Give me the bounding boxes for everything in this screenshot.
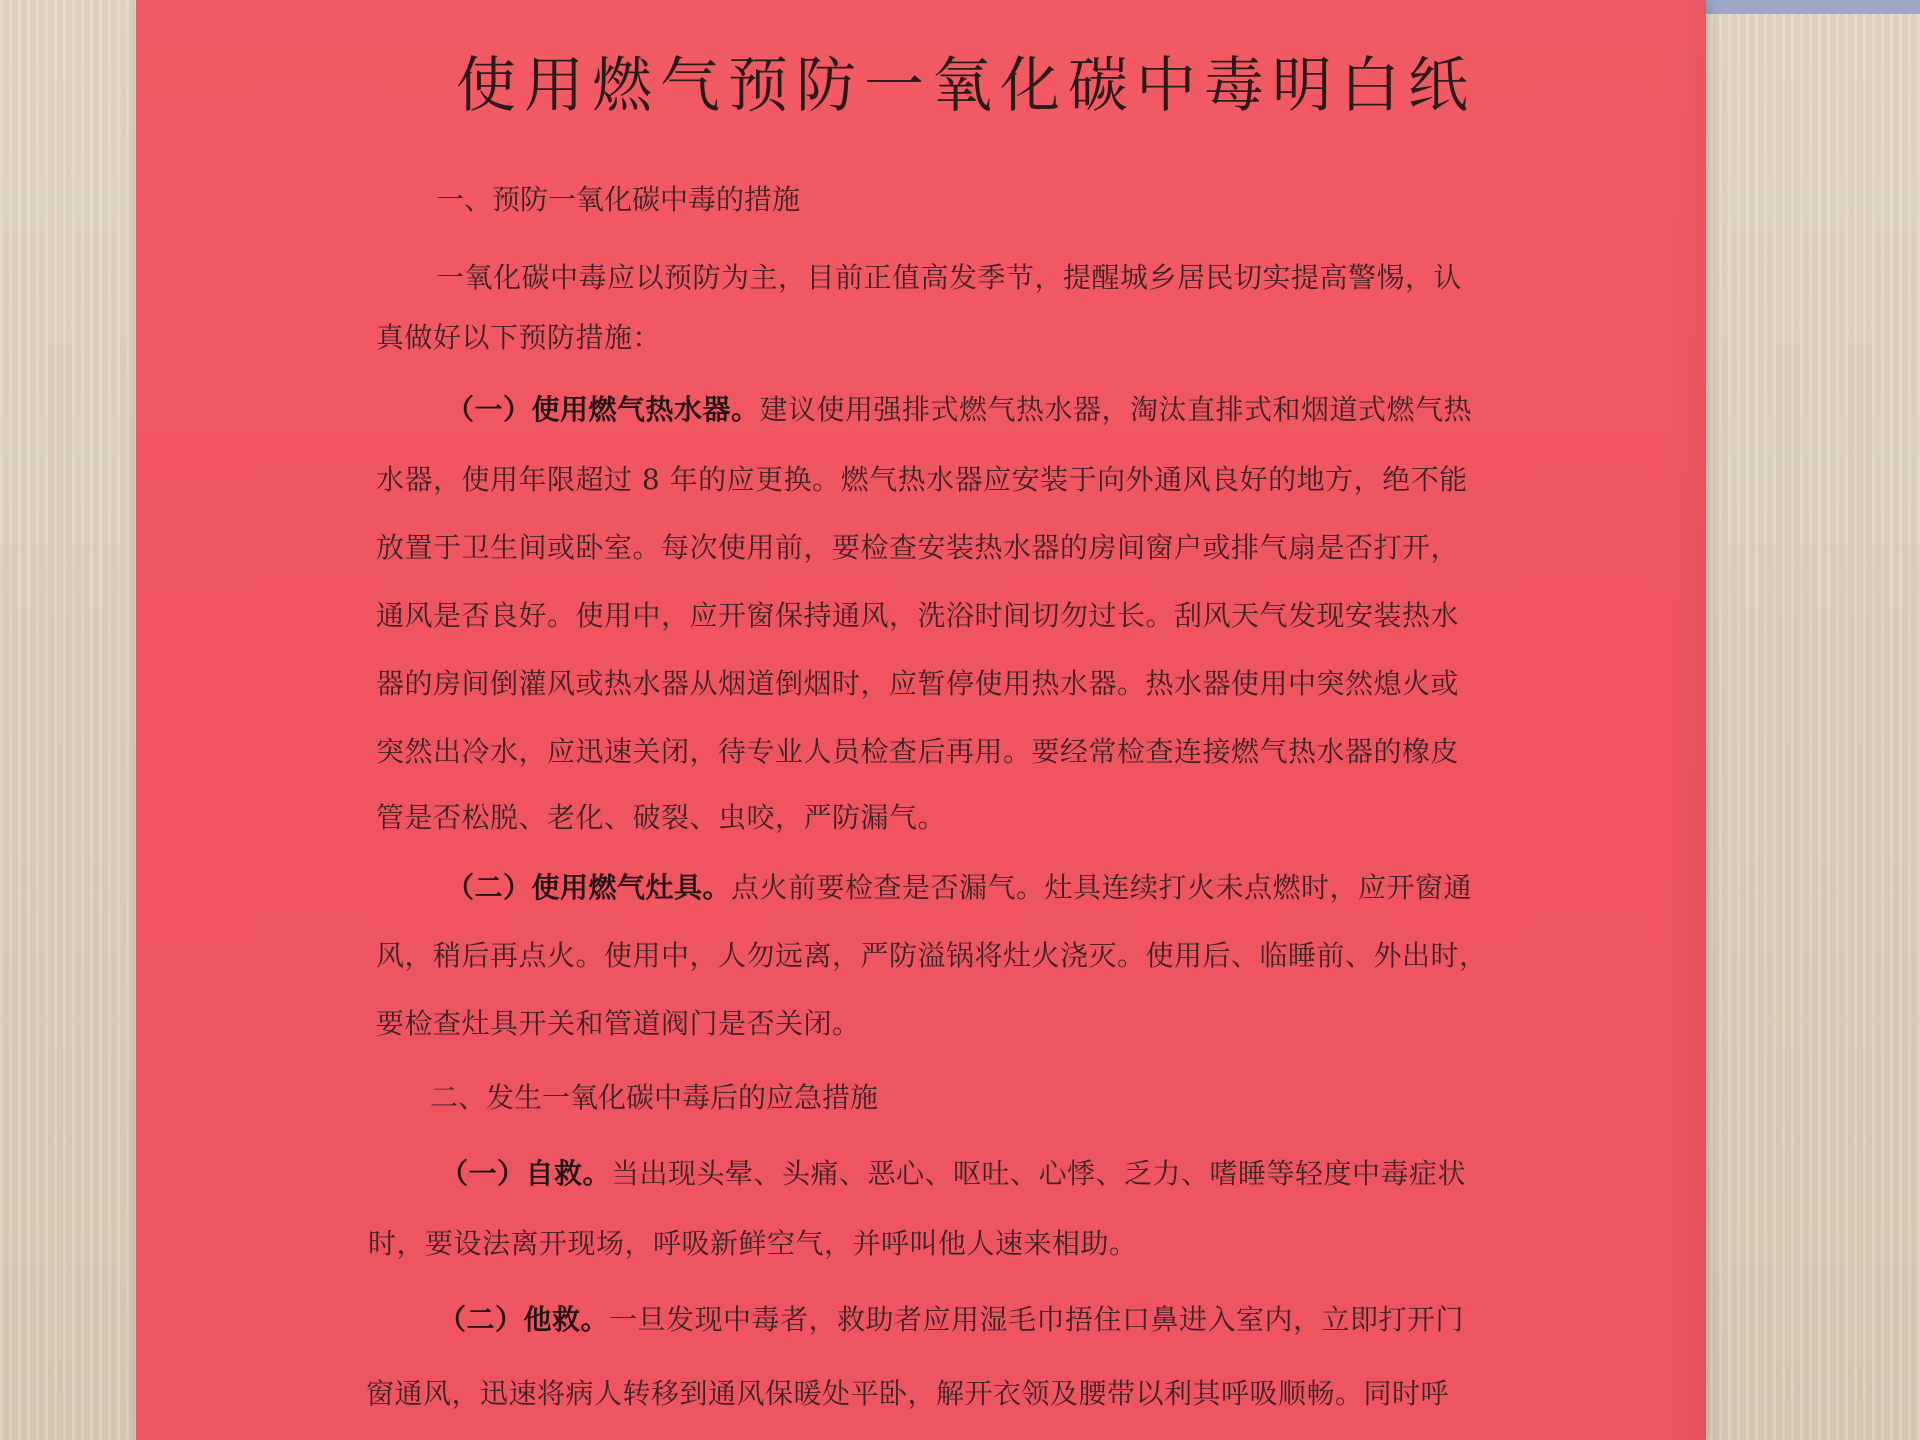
paragraph-line: 器的房间倒灌风或热水器从烟道倒烟时，应暂停使用热水器。热水器使用中突然熄火或 xyxy=(376,667,1460,700)
paragraph-line: 放置于卫生间或卧室。每次使用前，要检查安装热水器的房间窗户或排气扇是否打开， xyxy=(376,531,1460,564)
item-gas-stove-first-line xyxy=(446,866,1472,906)
section-heading-prevention: 一、预防一氧化碳中毒的措施 xyxy=(436,183,801,216)
item-self-rescue-text: 当出现头晕、头痛、恶心、呕吐、心悸、乏力、嗜睡等轻度中毒症状 xyxy=(611,1157,1467,1190)
paragraph-line: 管是否松脱、老化、破裂、虫咬，严防漏气。 xyxy=(376,801,947,834)
item-water-heater-first-line xyxy=(446,388,1472,428)
item-gas-stove-lead: （二）使用燃气灶具。 xyxy=(446,871,732,904)
item-self-rescue-lead: （一）自救。 xyxy=(440,1157,612,1190)
paragraph-line: 窗通风，迅速将病人转移到通风保暖处平卧，解开衣领及腰带以利其呼吸顺畅。同时呼 xyxy=(366,1377,1450,1410)
paragraph-line: 时，要设法离开现场，呼吸新鲜空气，并呼叫他人速来相助。 xyxy=(368,1227,1138,1260)
item-rescue-others-text: 一旦发现中毒者，救助者应用湿毛巾捂住口鼻进入室内，立即打开门 xyxy=(609,1303,1465,1336)
paragraph-line: 通风是否良好。使用中，应开窗保持通风，洗浴时间切勿过长。刮风天气发现安装热水 xyxy=(376,599,1460,632)
paragraph-line: 突然出冷水，应迅速关闭，待专业人员检查后再用。要经常检查连接燃气热水器的橡皮 xyxy=(376,735,1460,768)
section-heading-emergency: 二、发生一氧化碳中毒后的应急措施 xyxy=(430,1081,879,1114)
blue-paper-corner xyxy=(1700,0,1920,14)
item-water-heater-text: 建议使用强排式燃气热水器，淘汰直排式和烟道式燃气热 xyxy=(759,393,1473,426)
intro-line-1: 一氧化碳中毒应以预防为主，目前正值高发季节，提醒城乡居民切实提高警惕，认 xyxy=(436,261,1463,294)
document-title: 使用燃气预防一氧化碳中毒明白纸 xyxy=(456,51,1476,121)
item-water-heater-lead: （一）使用燃气热水器。 xyxy=(446,393,760,426)
item-rescue-others-first-line xyxy=(438,1298,1464,1338)
item-gas-stove-text: 点火前要检查是否漏气。灶具连续打火未点燃时，应开窗通 xyxy=(731,871,1473,904)
paper-edge-shade xyxy=(1666,0,1706,1440)
paragraph-line: 要检查灶具开关和管道阀门是否关闭。 xyxy=(376,1007,861,1040)
intro-line-2: 真做好以下预防措施： xyxy=(376,321,662,354)
paragraph-line: 水器，使用年限超过 8 年的应更换。燃气热水器应安装于向外通风良好的地方，绝不能 xyxy=(376,463,1468,496)
paragraph-line: 风，稍后再点火。使用中，人勿远离，严防溢锅将灶火浇灭。使用后、临睡前、外出时， xyxy=(376,939,1488,972)
item-self-rescue-first-line xyxy=(440,1152,1466,1192)
item-rescue-others-lead: （二）他救。 xyxy=(438,1303,610,1336)
